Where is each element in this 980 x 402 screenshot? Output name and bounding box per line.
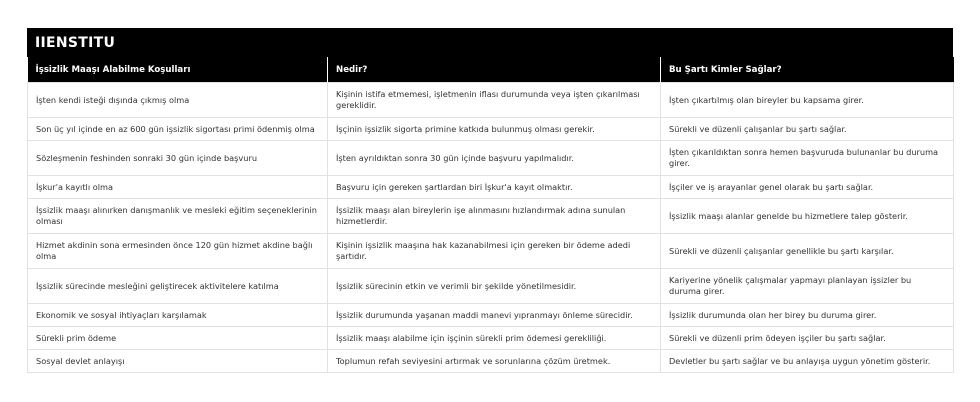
column-header-conditions: İşsizlik Maaşı Alabilme Koşulları: [28, 57, 328, 83]
table-cell: Sürekli ve düzenli çalışanlar bu şartı sağlar.: [661, 118, 954, 141]
table-cell: İşsizlik durumunda olan her birey bu duruma girer.: [661, 304, 954, 327]
table-row: [28, 118, 954, 141]
table-cell: İşsizlik maaşı alan bireylerin işe alınmasını hızlandırmak adına sunulan hizmetlerdir.: [328, 199, 661, 234]
table-header-row: [28, 57, 954, 83]
table-cell: İşten kendi isteği dışında çıkmış olma: [28, 83, 328, 118]
table-cell: İşten çıkartılmış olan bireyler bu kapsama girer.: [661, 83, 954, 118]
table-cell: Kişinin istifa etmemesi, işletmenin iflası durumunda veya işten çıkarılması gereklidir.: [328, 83, 661, 118]
brand-logo-text: IIENSTITU: [35, 34, 116, 51]
table-row: [28, 199, 954, 234]
table-cell: İşten ayrıldıktan sonra 30 gün içinde başvuru yapılmalıdır.: [328, 141, 661, 176]
table-cell: Hizmet akdinin sona ermesinden önce 120 gün hizmet akdine bağlı olma: [28, 234, 328, 269]
table-cell: Sürekli ve düzenli prim ödeyen işçiler bu şartı sağlar.: [661, 327, 954, 350]
table-cell: Sürekli prim ödeme: [28, 327, 328, 350]
table-cell: İşsizlik durumunda yaşanan maddi manevi yıpranmayı önleme sürecidir.: [328, 304, 661, 327]
table-row: [28, 350, 954, 373]
table-row: [28, 327, 954, 350]
table-cell: İşkur'a kayıtlı olma: [28, 176, 328, 199]
conditions-table: [27, 57, 954, 373]
table-cell: Sürekli ve düzenli çalışanlar genellikle bu şartı karşılar.: [661, 234, 954, 269]
column-header-what-is-it: Nedir?: [328, 57, 661, 83]
table-cell: İşsizlik maaşı alınırken danışmanlık ve mesleki eğitim seçeneklerinin olması: [28, 199, 328, 234]
table-row: [28, 176, 954, 199]
table-cell: Kariyerine yönelik çalışmalar yapmayı planlayan işsizler bu duruma girer.: [661, 269, 954, 304]
table-cell: İşten çıkarıldıktan sonra hemen başvuruda bulunanlar bu duruma girer.: [661, 141, 954, 176]
table-row: [28, 234, 954, 269]
table-cell: Sosyal devlet anlayışı: [28, 350, 328, 373]
table-cell: Kişinin işsizlik maaşına hak kazanabilmesi için gereken bir ödeme adedi şartıdır.: [328, 234, 661, 269]
table-cell: Devletler bu şartı sağlar ve bu anlayışa uygun yönetim gösterir.: [661, 350, 954, 373]
table-row: [28, 304, 954, 327]
table-cell: İşçinin işsizlik sigorta primine katkıda bulunmuş olması gerekir.: [328, 118, 661, 141]
table-cell: Son üç yıl içinde en az 600 gün işsizlik sigortası primi ödenmiş olma: [28, 118, 328, 141]
table-row: [28, 269, 954, 304]
table-cell: İşçiler ve iş arayanlar genel olarak bu şartı sağlar.: [661, 176, 954, 199]
table-cell: İşsizlik sürecinde mesleğini geliştirecek aktivitelere katılma: [28, 269, 328, 304]
table-cell: İşsizlik maaşı alabilme için işçinin sürekli prim ödemesi gerekliliği.: [328, 327, 661, 350]
table-cell: Sözleşmenin feshinden sonraki 30 gün içinde başvuru: [28, 141, 328, 176]
table-cell: İşsizlik sürecinin etkin ve verimli bir şekilde yönetilmesidir.: [328, 269, 661, 304]
table-cell: Toplumun refah seviyesini artırmak ve sorunlarına çözüm üretmek.: [328, 350, 661, 373]
content-wrapper: [27, 28, 953, 373]
table-cell: İşsizlik maaşı alanlar genelde bu hizmetlere talep gösterir.: [661, 199, 954, 234]
table-cell: Ekonomik ve sosyal ihtiyaçları karşılamak: [28, 304, 328, 327]
brand-bar: [27, 28, 953, 57]
table-row: [28, 141, 954, 176]
table-row: [28, 83, 954, 118]
table-cell: Başvuru için gereken şartlardan biri İşkur'a kayıt olmaktır.: [328, 176, 661, 199]
column-header-who-meets: Bu Şartı Kimler Sağlar?: [661, 57, 954, 83]
